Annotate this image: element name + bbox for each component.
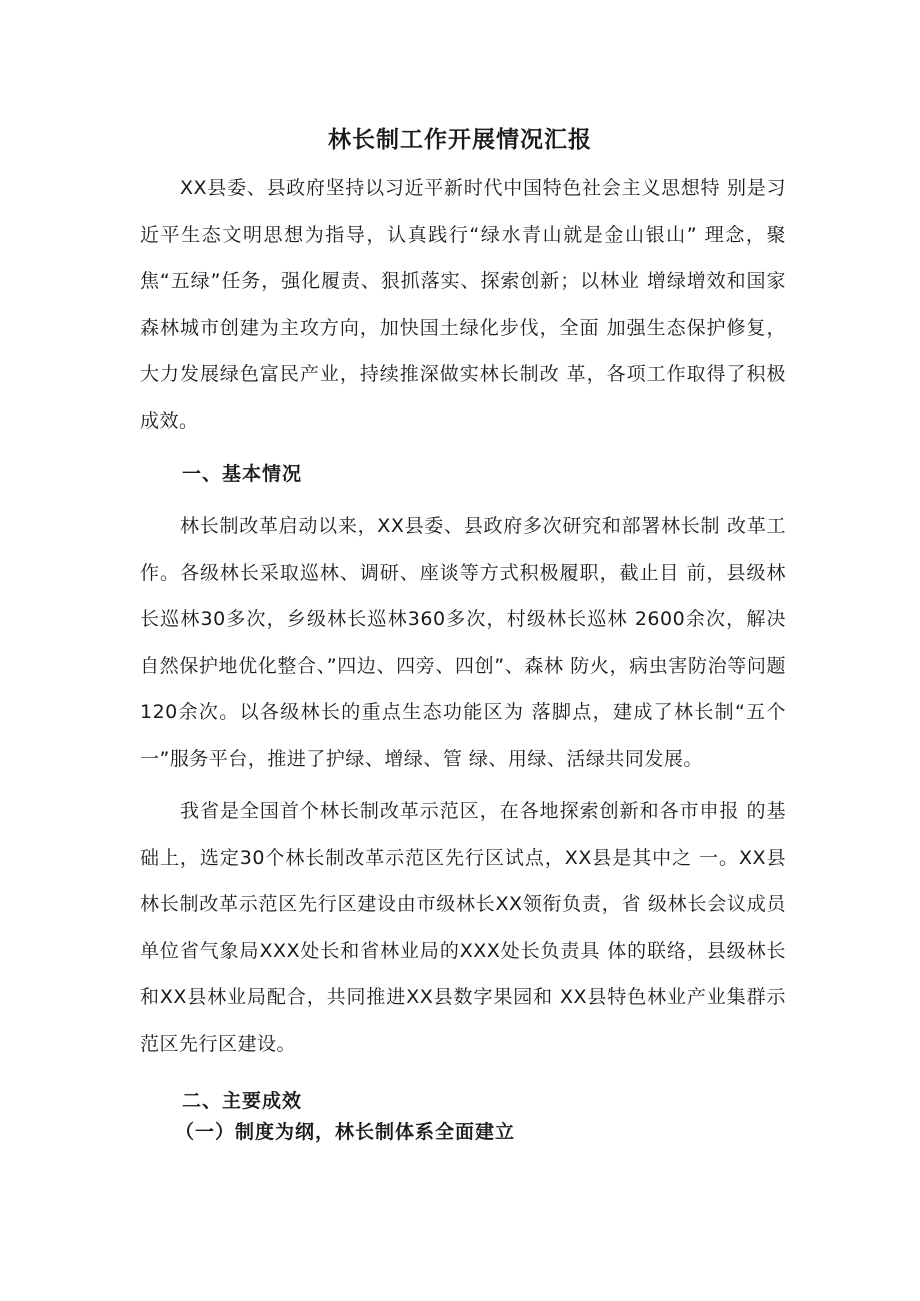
basic-situation-paragraph: 林长制改革启动以来，XX县委、县政府多次研究和部署林长制 改革工作。各级林长采取巡林、调研、座谈等方式积极履职，截止目 前，县级林长巡林30多次，乡级林长巡林360多次，村级林长巡林 2600余次，解决自然保护地优化整合、”四边、四旁、四创”、森林 防火，病虫害防治等问题120余次。以各级林长的重点生态功能区为 落脚点，建成了林长制“五个一”服务平台，推进了护绿、增绿、管 绿、用绿、活绿共同发展。 <box>140 515 786 770</box>
pilot-zone-paragraph: 我省是全国首个林长制改革示范区，在各地探索创新和各市申报 的基础上，选定30个林长制改革示范区先行区试点，XX县是其中之 一。XX县林长制改革示范区先行区建设由市级林长XX领衔负责，省 级林长会议成员单位省气象局XXX处长和省林业局的XXX处长负责具 体的联络，县级林长和XX县林业局配合，共同推进XX县数字果园和 XX县特色林业产业集群示范区先行区建设。 <box>140 800 786 1055</box>
document-title: 林长制工作开展情况汇报 <box>328 127 592 153</box>
section-heading-main-results: 二、主要成效 <box>182 1090 303 1112</box>
intro-paragraph: XX县委、县政府坚持以习近平新时代中国特色社会主义思想特 别是习近平生态文明思想为指导，认真践行“绿水青山就是金山银山” 理念，聚焦“五绿”任务，强化履责、狠抓落实、探索创新；以林业 增绿增效和国家森林城市创建为主攻方向，加快国土绿化步伐，全面 加强生态保护修复，大力发展绿色富民产业，持续推深做实林长制改 革，各项工作取得了积极成效。 <box>140 177 786 432</box>
subsection-heading-system: （一）制度为纲，林长制体系全面建立 <box>175 1121 516 1143</box>
section-heading-basic-situation: 一、基本情况 <box>182 463 303 485</box>
